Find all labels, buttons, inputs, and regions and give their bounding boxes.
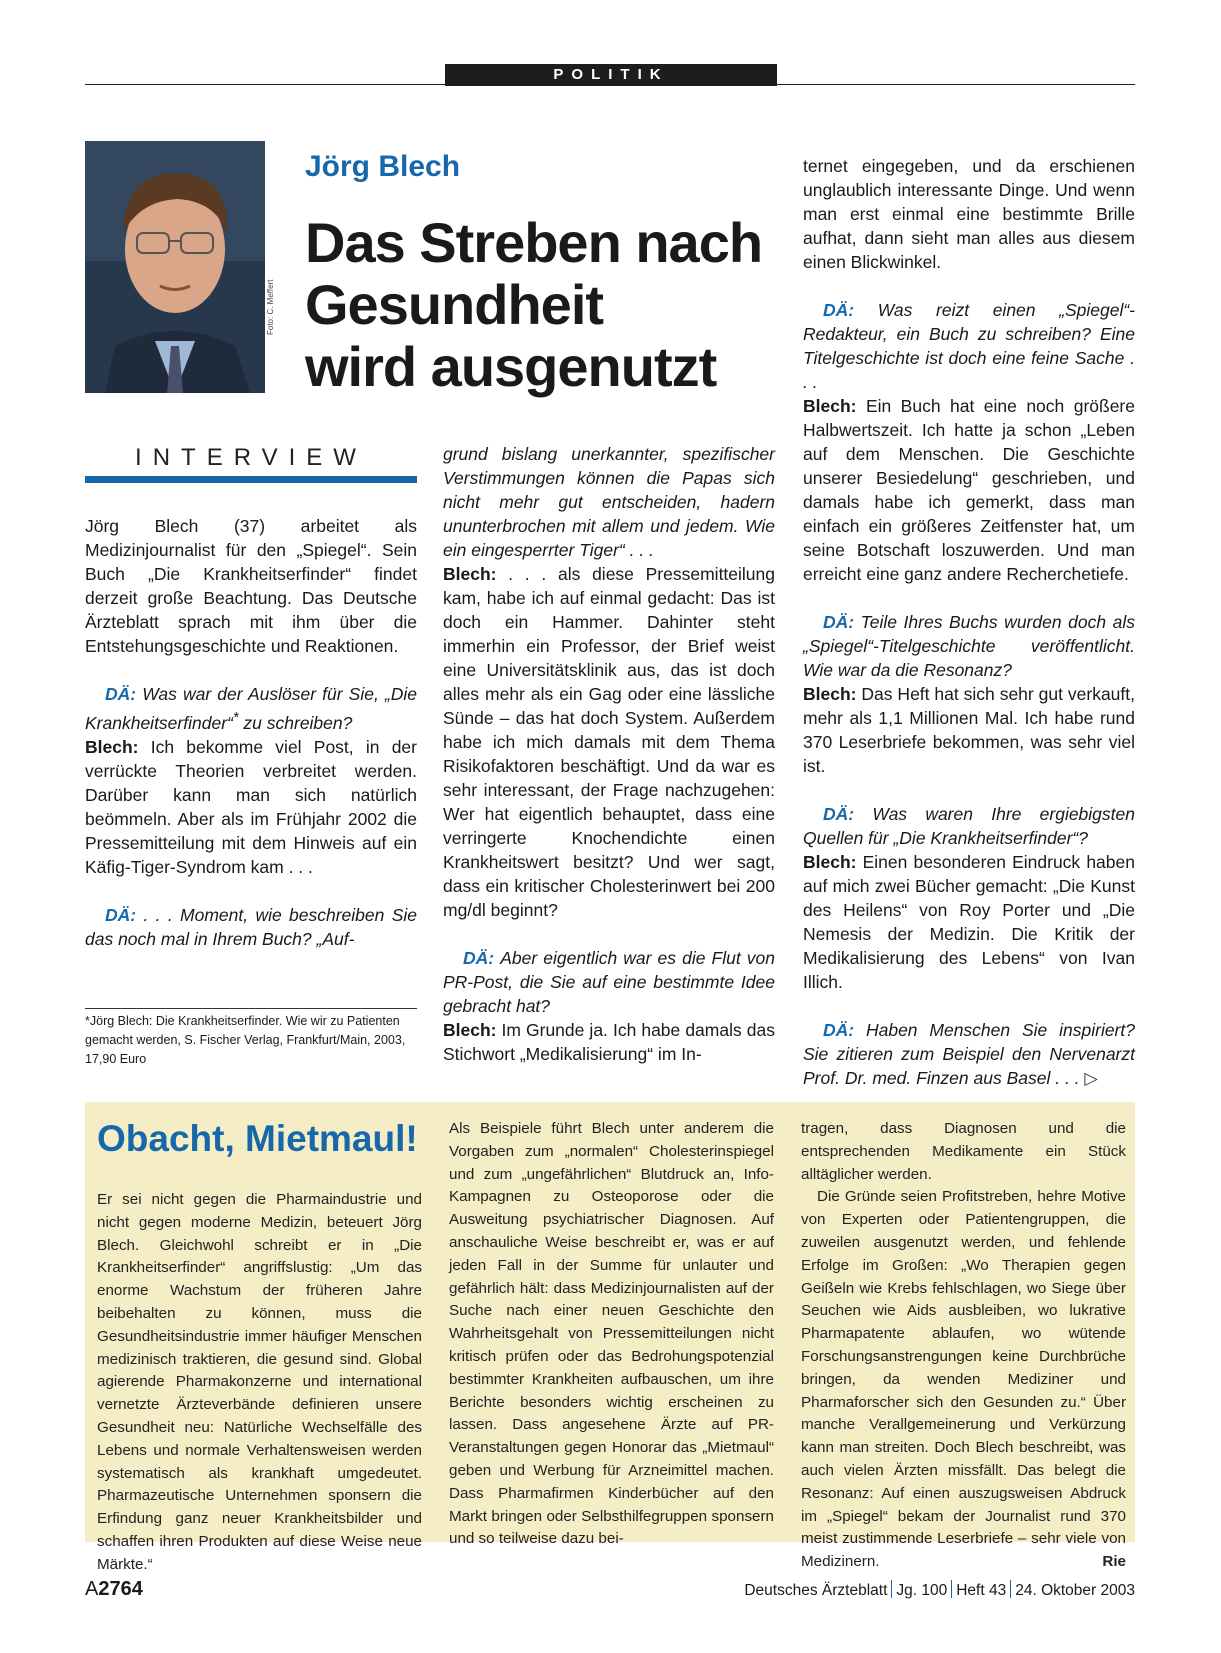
publication-info	[744, 1580, 1135, 1600]
box-paragraph: Er sei nicht gegen die Pharmaindustrie und nicht gegen moderne Medizin, beteuert Jörg Blech. Gleichwohl schreibt er in „Die Krankheitserfinder“ angriffslustig: „Um das enorme Wachstum der früheren Jahre beibehalten zu können, muss die Gesundheitsindustrie immer häufiger Menschen medizinisch traktieren, die gesund sind. Global agierende Pharmakonzerne und international vernetzte Ärzteverbände definieren unsere Gesundheit neu: Natürliche Wechselfälle des Lebens und normale Verhaltensweisen werden systematisch als krankhaft umgedeutet. Pharmazeutische Unternehmen sponsern die Erfindung ganz neuer Krankheitsbilder und schaffen ihren Produkten auf diese Weise neue Märkte.“	[97, 1191, 422, 1573]
box-paragraph: Als Beispiele führt Blech unter anderem die Vorgaben zum „normalen“ Cholesterinspiegel und zum „ungefährlichen“ Blutdruck an, Info-Kampagnen zu Osteoporose oder die Ausweitung psychiatrischer Diagnosen. Auf anschauliche Weise beschreibt er, was er auf jeden Fall in der Summe für unlauter und gefährlich hält: dass Medizinjournalisten auf der Suche nach einer neuen Geschichte den Wahrheitsgehalt von Pressemitteilungen nicht kritisch prüfen oder das Bedrohungspotenzial bestimmter Krankheiten aufbauschen, um ihre Berichte besonders wichtig erscheinen zu lassen. Dass angesehene Ärzte auf PR-Veranstaltungen gegen Honorar das „Mietmaul“ geben und Werbung für Arzneimittel machen. Dass Pharmafirmen Kinderbücher auf den Markt bringen oder Selbsthilfegruppen sponsern und so teilweise dazu bei-	[449, 1120, 774, 1548]
da-label: DÄ:	[463, 948, 495, 968]
question: DÄ: Was reizt einen „Spiegel“-Redakteur, ein Buch zu schreiben? Eine Titelgeschichte ist doch eine feine Sache . . .	[803, 300, 1135, 392]
da-label: DÄ:	[823, 1020, 855, 1040]
column-2	[443, 442, 775, 1066]
da-label: DÄ:	[105, 684, 137, 704]
headline-line: wird ausgenutzt	[305, 335, 717, 398]
da-label: DÄ:	[105, 904, 137, 925]
column-3	[803, 154, 1135, 1090]
answer: Blech: Einen besonderen Eindruck haben auf mich zwei Bücher gemacht: „Die Kunst des Heilens“ von Roy Porter und „Die Nemesis der Medizin. Die Kritik der Medikalisierung des Lebens“ von Ivan Illich.	[803, 852, 1135, 992]
box-paragraph: Die Gründe seien Profitstreben, hehre Motive von Experten oder Patientengruppen, die zuweilen ausgenutzt werden, und fehlende Erfolge im Großen: „Wo Therapien gegen Geißeln wie Krebs fehlschlagen, wo Siege über Seuchen wie Aids ausbleiben, wo lukrative Pharmapatente ablaufen, wo wütende Forschungsanstrengungen keine Durchbrüche bringen, da wenden Mediziner und Pharmaforscher sich den Gesunden zu.“ Über manche Verallgemeinerung und Verkürzung kann man streiten. Doch Blech beschreibt, was auch vielen Ärzten missfällt. Das belegt die Resonanz: Auf einen auszugsweisen Abdruck im „Spiegel“ bekam der Journalist rund 370 meist zustimmende Leserbriefe – sehr viele von Medizinern. Rie	[801, 1186, 1126, 1574]
answer: Blech: Ein Buch hat eine noch größere Halbwertszeit. Ich hatte ja schon „Leben auf dem Menschen. Die Geschichte unserer Besiedelung“ geschrieben, und damals habe ich gemerkt, dass man einfach ein größeres Zeitfenster hat, um seine Botschaft loszuwerden. Und man erreicht eine ganz andere Recherchetiefe.	[803, 396, 1135, 584]
footnote-marker: *	[232, 710, 239, 726]
answer: Blech: Das Heft hat sich sehr gut verkauft, mehr als 1,1 Millionen Mal. Ich habe rund 370 Leserbriefe bekommen, was sehr viel ist.	[803, 684, 1135, 776]
blech-label: Blech:	[443, 1020, 497, 1040]
author-name: Jörg Blech	[305, 150, 461, 183]
headline	[305, 212, 775, 398]
photo-credit: Foto: C. Meffert	[266, 279, 275, 335]
box-title: Obacht, Mietmaul!	[97, 1118, 418, 1159]
footnote-rule	[85, 1008, 417, 1009]
headline-line: Das Streben nach	[305, 211, 763, 274]
da-label: DÄ:	[823, 804, 855, 824]
answer: Blech: Im Grunde ja. Ich habe damals das Stichwort „Medikalisierung“ im In-	[443, 1020, 775, 1064]
blech-label: Blech:	[443, 564, 497, 584]
issue: Heft 43	[956, 1582, 1007, 1599]
issue-date: 24. Oktober 2003	[1015, 1582, 1135, 1599]
blech-label: Blech:	[803, 852, 857, 872]
box-column-2	[449, 1118, 774, 1551]
question: DÄ: Aber eigentlich war es die Flut von PR-Post, die Sie auf eine bestimmte Idee gebracht hat?	[443, 948, 776, 1016]
answer: Blech: Ich bekomme viel Post, in der verrückte Theorien verbreitet werden. Darüber kann man sich natürlich beömmeln. Aber als im Frühjahr 2002 die Pressemitteilung mit dem Hinweis auf ein Käfig-Tiger-Syndrom kam . . .	[85, 736, 417, 877]
question: DÄ: Was war der Auslöser für Sie, „Die Krankheitserfinder“* zu schreiben?	[85, 684, 417, 733]
blech-label: Blech:	[85, 736, 139, 757]
box-paragraph: tragen, dass Diagnosen und die entsprechenden Medikamente ein Stück alltäglicher werden.	[801, 1120, 1126, 1183]
section-label: POLITIK	[445, 64, 777, 86]
author-photo	[85, 141, 265, 393]
intro-paragraph: Jörg Blech (37) arbeitet als Medizinjournalist für den „Spiegel“. Sein Buch „Die Krankheitserfinder“ findet derzeit große Beachtung. Das Deutsche Ärzteblatt sprach mit ihm über die Entstehungsgeschichte und Reaktionen.	[85, 516, 417, 656]
question: DÄ: Haben Menschen Sie inspiriert? Sie zitieren zum Beispiel den Nervenarzt Prof. Dr. med. Finzen aus Basel . . . ▷	[803, 1020, 1135, 1088]
interview-kicker: INTERVIEW	[135, 444, 367, 471]
box-column-3	[801, 1118, 1126, 1574]
question: DÄ: . . . Moment, wie beschreiben Sie das noch mal in Ihrem Buch? „Auf-	[85, 904, 417, 949]
journal-name: Deutsches Ärzteblatt	[744, 1582, 888, 1599]
blech-label: Blech:	[803, 396, 857, 416]
page-number: A2764	[85, 1578, 143, 1600]
question-continued: grund bislang unerkannter, spezifischer Verstimmungen können die Papas sich nicht mehr gut entscheiden, hadern ununterbrochen mit allem und jedem. Wie ein eingesperrter Tiger“ . . .	[443, 444, 775, 560]
headline-line: Gesundheit	[305, 273, 604, 336]
da-label: DÄ:	[823, 612, 855, 632]
answer: Blech: . . . als diese Pressemitteilung kam, habe ich auf einmal gedacht: Das ist doch ein Hammer. Dahinter steht immerhin ein Professor, der Brief weist eine Universitätsklinik aus, das ist doch alles mehr als ein Gag oder eine lässliche Sünde – das hat doch System. Außerdem habe ich mich damals mit dem Thema Risikofaktoren beschäftigt. Und da war es sehr interessant, der Frage nachzugehen: Wer hat eigentlich behauptet, dass eine verringerte Knochendichte einen Krankheitswert besitzt? Und wer sagt, dass ein kritischer Cholesterinwert bei 200 mg/dl beginnt?	[443, 564, 775, 920]
volume: Jg. 100	[896, 1582, 948, 1599]
answer-continued: ternet eingegeben, und da erschienen unglaublich interessante Dinge. Und wenn man erst einmal eine bestimmte Brille aufhat, dann sieht man alles aus diesem einen Blickwinkel.	[803, 156, 1135, 272]
blech-label: Blech:	[803, 684, 857, 704]
footnote: *Jörg Blech: Die Krankheitserfinder. Wie wir zu Patienten gemacht werden, S. Fischer Verlag, Frankfurt/Main, 2003, 17,90 Euro	[85, 1014, 406, 1066]
author-signature: Rie	[1102, 1553, 1126, 1571]
question: DÄ: Teile Ihres Buchs wurden doch als „Spiegel“-Titelgeschichte veröffentlicht. Wie war da die Resonanz?	[803, 612, 1135, 680]
continue-arrow-icon: ▷	[1084, 1068, 1098, 1088]
column-1	[85, 514, 417, 951]
box-column-1	[97, 1189, 422, 1577]
kicker-underline	[85, 476, 417, 483]
da-label: DÄ:	[823, 300, 855, 320]
question: DÄ: Was waren Ihre ergiebigsten Quellen für „Die Krankheitserfinder“?	[803, 804, 1135, 848]
